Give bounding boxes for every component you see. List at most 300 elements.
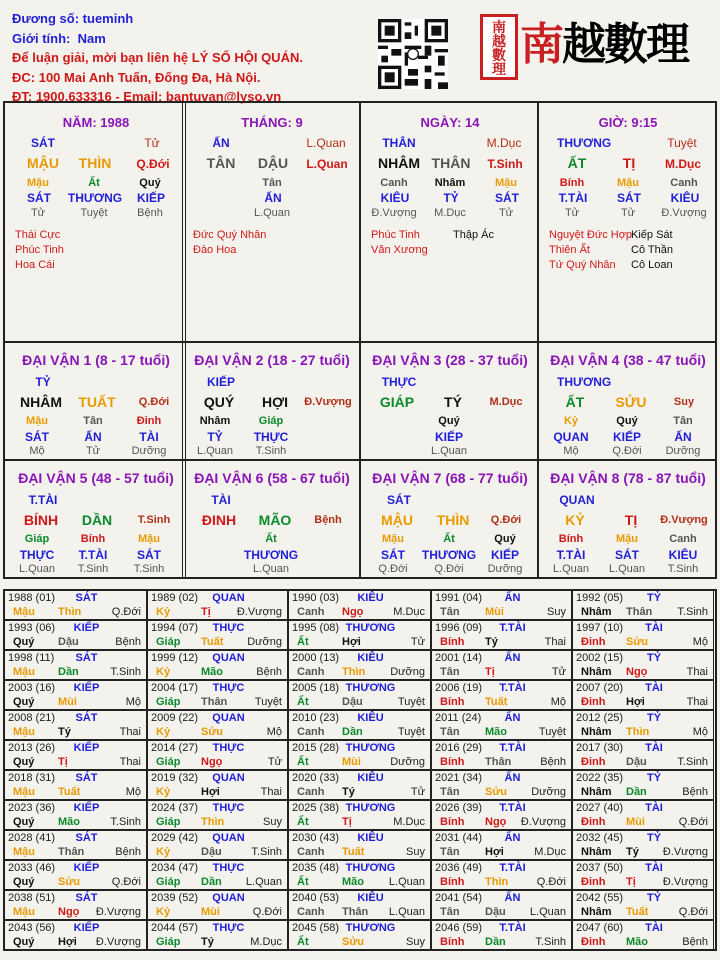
hidden-ten-god: THƯƠNG (67, 191, 123, 205)
year-label: 2011 (24) (435, 712, 482, 724)
ten-god-label: T.TÀI (28, 493, 58, 507)
year-label: 2016 (29) (435, 742, 483, 754)
year-branch: Tị (58, 756, 68, 768)
hidden-stage: T.Sinh (667, 563, 699, 575)
year-branch: Mão (485, 726, 507, 738)
year-stage: Tử (551, 666, 566, 678)
year-branch: Thân (201, 696, 228, 708)
year-stage: Mộ (692, 636, 708, 648)
ten-god-label: THƯƠNG (557, 136, 612, 150)
hidden-stage: Tử (620, 207, 636, 219)
year-label: 2005 (18) (292, 682, 340, 694)
hidden-stem: Tân (83, 415, 103, 427)
year-ten-god: THỰC (212, 622, 245, 634)
hidden-stage: L.Quan (253, 207, 291, 219)
year-stem: Kỷ (156, 906, 171, 918)
year-stage: Q.Đới (111, 876, 141, 888)
year-stage: Tuyệt (538, 726, 566, 738)
year-branch: Tị (342, 816, 352, 828)
earthly-branch: THÂN (431, 155, 471, 171)
year-stage: L.Quan (388, 906, 425, 918)
year-stem: Đinh (581, 756, 606, 768)
hidden-stage: L.Quan (18, 563, 56, 575)
luck-pillar-title: ĐẠI VẬN 4 (38 - 47 tuổi) (550, 352, 706, 368)
year-ten-god: TÀI (645, 682, 663, 694)
stem-stage: Q.Đới (136, 157, 170, 171)
year-ten-god: TÀI (645, 802, 663, 814)
hidden-stage: T.Sinh (77, 563, 109, 575)
heavenly-stem: MẬU (27, 155, 59, 171)
year-branch: Thân (342, 906, 369, 918)
year-ten-god: QUAN (212, 892, 245, 904)
address-line: ĐC: 100 Mai Anh Tuấn, Đống Đa, Hà Nội. (12, 69, 261, 85)
year-stem: Đinh (581, 696, 606, 708)
hidden-stage: Q.Đới (378, 563, 408, 575)
year-stage: Bệnh (115, 636, 141, 648)
growth-stage-label: M.Dục (486, 136, 522, 150)
earthly-branch: TUẤT (78, 394, 116, 410)
ten-god-label: SÁT (31, 136, 55, 150)
year-label: 2007 (20) (576, 682, 624, 694)
year-stage: Dưỡng (390, 666, 425, 678)
year-stem: Giáp (156, 756, 181, 768)
luck-pillar-title: ĐẠI VẬN 5 (48 - 57 tuổi) (18, 470, 174, 486)
hidden-stage: Dưỡng (665, 445, 701, 457)
year-ten-god: THƯƠNG (345, 742, 396, 754)
hidden-ten-god: ẤN (674, 430, 692, 444)
year-stem: Ất (297, 876, 309, 888)
year-branch: Mão (201, 666, 223, 678)
year-ten-god: THỰC (212, 862, 245, 874)
year-branch: Ngọ (485, 816, 507, 828)
year-label: 1996 (09) (435, 622, 483, 634)
year-stage: Mộ (692, 726, 708, 738)
year-stage: Mộ (125, 786, 141, 798)
hidden-ten-god: THỰC (253, 430, 289, 444)
year-label: 2020 (33) (292, 772, 340, 784)
year-label: 1992 (05) (576, 592, 624, 604)
year-stem: Kỷ (156, 726, 171, 738)
year-stage: Bệnh (682, 786, 708, 798)
growth-stage-label: L.Quan (306, 136, 346, 150)
year-stem: Nhâm (581, 786, 612, 798)
year-branch: Sửu (342, 936, 365, 948)
year-label: 2003 (16) (8, 682, 56, 694)
earthly-branch: DẦN (81, 512, 113, 528)
year-stem: Tân (440, 606, 460, 618)
hidden-ten-god: TÀI (139, 430, 159, 444)
year-stage: Đ.Vượng (662, 876, 708, 888)
year-branch: Thìn (58, 606, 82, 618)
star-name: Thiên Ất (549, 244, 590, 256)
year-stage: Mộ (550, 696, 566, 708)
year-stem: Canh (297, 846, 325, 858)
growth-stage-label: Tử (144, 136, 160, 150)
hidden-ten-god: SÁT (137, 548, 161, 562)
hidden-stem: Mậu (27, 177, 49, 189)
year-branch: Ngọ (626, 666, 648, 678)
hidden-stage: L.Quan (552, 563, 590, 575)
year-stem: Nhâm (581, 606, 612, 618)
year-branch: Mùi (342, 756, 361, 768)
year-stem: Ất (297, 756, 309, 768)
year-label: 2035 (48) (292, 862, 340, 874)
hidden-ten-god: KIÊU (670, 191, 700, 205)
hidden-ten-god: SÁT (615, 548, 639, 562)
hidden-ten-god: SÁT (27, 191, 51, 205)
year-ten-god: THƯƠNG (345, 622, 396, 634)
heavenly-stem: KỶ (565, 512, 585, 528)
year-stage: Đ.Vượng (520, 816, 566, 828)
year-ten-god: KIÊU (357, 832, 384, 844)
hidden-stem: Ất (88, 177, 100, 189)
year-label: 2012 (25) (576, 712, 624, 724)
year-branch: Mùi (201, 906, 220, 918)
year-stage: Suy (263, 816, 282, 828)
ten-god-label: TỶ (35, 375, 51, 389)
year-stage: Dưỡng (247, 636, 282, 648)
growth-stage-label: Tuyệt (667, 136, 697, 150)
contact-line: Để luận giải, mời bạn liên hệ LÝ SỐ HỘI QUÁN. (12, 50, 303, 65)
year-label: 2014 (27) (151, 742, 199, 754)
year-label: 2033 (46) (8, 862, 56, 874)
year-branch: Dần (342, 726, 363, 738)
year-stage: Suy (406, 936, 425, 948)
year-stage: Q.Đới (678, 816, 708, 828)
stem-stage: T.Sinh (487, 157, 523, 171)
year-branch: Mùi (626, 816, 645, 828)
year-ten-god: ẤN (504, 712, 521, 724)
seal-stamp: 南 越 數 理 (480, 14, 518, 80)
star-name: Nguyệt Đức Hợp (549, 229, 633, 241)
year-label: 2047 (60) (576, 922, 624, 934)
year-ten-god: ẤN (504, 772, 521, 784)
year-branch: Tý (342, 786, 355, 798)
hidden-stem: Tân (673, 415, 693, 427)
year-label: 1988 (01) (8, 592, 56, 604)
year-branch: Hợi (342, 636, 361, 648)
year-branch: Ngọ (58, 906, 80, 918)
earthly-branch: HỢI (262, 394, 288, 410)
hidden-stage: Mộ (29, 445, 45, 457)
year-stem: Bính (440, 936, 465, 948)
hidden-ten-god: THƯƠNG (421, 548, 477, 562)
star-name: Tứ Quý Nhân (549, 259, 616, 271)
hidden-stage: Đ.Vượng (661, 207, 707, 219)
pillar-title: NGÀY: 14 (420, 115, 480, 130)
hidden-ten-god: SÁT (495, 191, 519, 205)
year-stem: Canh (297, 786, 325, 798)
year-stage: Thai (686, 666, 708, 678)
year-label: 1997 (10) (576, 622, 624, 634)
hidden-ten-god: KIẾP (136, 191, 165, 205)
year-stage: M.Dục (250, 936, 282, 948)
year-ten-god: THỰC (212, 802, 245, 814)
luck-pillar-title: ĐẠI VẬN 3 (28 - 37 tuổi) (372, 352, 528, 368)
year-stage: Tử (410, 636, 425, 648)
year-stem: Giáp (156, 816, 181, 828)
year-stage: Dưỡng (531, 786, 566, 798)
year-stage: M.Dục (534, 846, 566, 858)
year-stem: Nhâm (581, 726, 612, 738)
year-branch: Ngọ (342, 606, 364, 618)
hidden-stage: T.Sinh (133, 563, 165, 575)
star-name: Hoa Cái (15, 259, 55, 271)
year-branch: Tuất (626, 906, 649, 918)
year-stem: Bính (440, 756, 465, 768)
star-name: Phúc Tinh (15, 244, 64, 256)
year-stage: Q.Đới (536, 876, 566, 888)
earthly-branch: THÌN (436, 512, 470, 528)
earthly-branch: DẬU (257, 155, 289, 171)
year-label: 2023 (36) (8, 802, 56, 814)
hidden-ten-god: THỰC (19, 548, 55, 562)
hidden-stem: Mậu (26, 415, 48, 427)
year-branch: Tị (201, 606, 211, 618)
year-stage: Suy (406, 846, 425, 858)
year-ten-god: SÁT (75, 892, 98, 904)
year-ten-god: TÀI (645, 622, 663, 634)
year-ten-god: TỶ (646, 772, 662, 784)
heavenly-stem: MẬU (381, 512, 413, 528)
year-label: 2026 (39) (435, 802, 483, 814)
stem-stage: M.Dục (489, 396, 523, 408)
hidden-ten-god: T.TÀI (78, 548, 108, 562)
hidden-ten-god: ẤN (84, 430, 102, 444)
year-stage: Đ.Vượng (662, 846, 708, 858)
year-ten-god: T.TÀI (499, 922, 526, 934)
year-ten-god: QUAN (212, 592, 245, 604)
year-ten-god: KIẾP (73, 622, 100, 634)
hidden-stem: Mậu (138, 533, 160, 545)
year-stem: Giáp (156, 636, 181, 648)
year-label: 1993 (06) (8, 622, 56, 634)
year-branch: Sửu (58, 876, 81, 888)
year-stage: Bệnh (115, 846, 141, 858)
stem-stage: M.Dục (665, 157, 701, 171)
hidden-ten-god: KIÊU (380, 191, 410, 205)
earthly-branch: TỊ (624, 512, 638, 528)
year-stage: Thai (119, 726, 141, 738)
hidden-stem: Bính (80, 533, 106, 545)
year-branch: Mão (626, 936, 648, 948)
brand-logo: 南越數理 (520, 19, 688, 70)
year-label: 1998 (11) (8, 652, 55, 664)
hidden-ten-god: KIẾP (434, 430, 463, 444)
year-stem: Giáp (156, 936, 181, 948)
year-ten-god: TỶ (646, 652, 662, 664)
year-ten-god: QUAN (212, 772, 245, 784)
year-branch: Tị (485, 666, 495, 678)
year-stem: Bính (440, 816, 465, 828)
year-ten-god: ẤN (504, 832, 521, 844)
year-ten-god: SÁT (75, 772, 98, 784)
year-stem: Mậu (13, 786, 35, 798)
year-ten-god: THỰC (212, 922, 245, 934)
year-stage: M.Dục (393, 606, 425, 618)
ten-god-label: THƯƠNG (557, 375, 612, 389)
star-name-right: Cô Loan (631, 259, 673, 271)
hidden-ten-god: KIÊU (668, 548, 698, 562)
year-stage: L.Quan (529, 906, 566, 918)
hidden-stem: Quý (616, 415, 638, 427)
phone-email-line: ĐT: 1900.633316 - Email: bantuvan@lyso.vn (12, 89, 282, 104)
star-name: Đào Hoa (193, 244, 237, 256)
year-ten-god: QUAN (212, 712, 245, 724)
year-label: 1989 (02) (151, 592, 199, 604)
star-name: Phúc Tinh (371, 229, 420, 241)
year-ten-god: TỶ (646, 892, 662, 904)
year-branch: Thân (626, 606, 653, 618)
hidden-stage: Tử (30, 207, 46, 219)
year-branch: Thìn (485, 876, 509, 888)
luck-pillar-title: ĐẠI VẬN 1 (8 - 17 tuổi) (22, 352, 170, 368)
year-stage: Bệnh (682, 936, 708, 948)
hidden-stem: Tân (262, 177, 282, 189)
year-label: 2008 (21) (8, 712, 56, 724)
year-stage: Thai (260, 786, 282, 798)
year-label: 2029 (42) (151, 832, 199, 844)
ten-god-label: TÀI (211, 493, 231, 507)
year-stem: Quý (13, 756, 35, 768)
year-branch: Dần (485, 936, 506, 948)
year-stem: Giáp (156, 696, 181, 708)
earthly-branch: SỬU (615, 394, 647, 410)
year-ten-god: KIÊU (357, 712, 384, 724)
year-label: 2032 (45) (576, 832, 624, 844)
hidden-ten-god: TỶ (443, 191, 459, 205)
stem-stage: Đ.Vượng (660, 514, 708, 526)
hidden-stage: Q.Đới (434, 563, 464, 575)
luck-pillar-title: ĐẠI VẬN 2 (18 - 27 tuổi) (194, 352, 350, 368)
ten-god-label: THÂN (382, 136, 416, 150)
year-ten-god: THỰC (212, 742, 245, 754)
year-ten-god: KIẾP (73, 922, 100, 934)
hidden-stem: Kỷ (563, 415, 579, 427)
hidden-stage: L.Quan (608, 563, 646, 575)
ten-god-label: KIẾP (206, 375, 235, 389)
hidden-stage: M.Dục (434, 207, 466, 219)
hidden-stem: Nhâm (434, 177, 466, 189)
heavenly-stem: NHÂM (378, 155, 420, 171)
year-stem: Đinh (581, 876, 606, 888)
hidden-stem: Canh (670, 177, 698, 189)
year-label: 2009 (22) (151, 712, 199, 724)
hidden-stage: Tuyệt (80, 207, 108, 219)
hidden-stem: Mậu (382, 533, 404, 545)
year-label: 2040 (53) (292, 892, 340, 904)
year-stem: Mậu (13, 606, 35, 618)
year-stage: Q.Đới (678, 906, 708, 918)
year-branch: Mão (342, 876, 364, 888)
year-branch: Dậu (626, 756, 647, 768)
hidden-stage: L.Quan (196, 445, 234, 457)
year-stem: Canh (297, 606, 325, 618)
star-name-right: Kiếp Sát (631, 229, 673, 241)
year-branch: Hợi (58, 936, 77, 948)
year-ten-god: ẤN (504, 892, 521, 904)
year-stem: Quý (13, 816, 35, 828)
qr-code-icon (378, 18, 448, 90)
star-name: Đức Quý Nhân (193, 229, 267, 241)
year-stage: Q.Đới (111, 606, 141, 618)
hidden-stem: Đinh (136, 415, 162, 427)
year-ten-god: T.TÀI (499, 682, 526, 694)
year-ten-god: TỶ (646, 592, 662, 604)
hidden-stage: L.Quan (252, 563, 290, 575)
year-branch: Tuất (201, 636, 224, 648)
hidden-stage: Tử (498, 207, 514, 219)
year-branch: Sửu (201, 726, 224, 738)
heavenly-stem: GIÁP (379, 394, 415, 410)
year-ten-god: QUAN (212, 832, 245, 844)
hidden-ten-god: KIẾP (490, 548, 519, 562)
hidden-ten-god: SÁT (25, 430, 49, 444)
year-stem: Canh (297, 666, 325, 678)
year-stem: Tân (440, 906, 460, 918)
year-ten-god: TỶ (646, 712, 662, 724)
year-label: 1994 (07) (151, 622, 199, 634)
year-stem: Giáp (156, 876, 181, 888)
year-stem: Nhâm (581, 846, 612, 858)
hidden-ten-god: SÁT (617, 191, 641, 205)
heavenly-stem: ẤT (567, 155, 587, 171)
year-branch: Hợi (626, 696, 645, 708)
year-ten-god: T.TÀI (499, 622, 526, 634)
year-branch: Dậu (58, 636, 79, 648)
year-ten-god: TÀI (645, 922, 663, 934)
year-ten-god: KIÊU (357, 592, 384, 604)
year-label: 2010 (23) (292, 712, 340, 724)
pillar-title: GIỜ: 9:15 (598, 115, 658, 130)
year-stage: M.Dục (393, 816, 425, 828)
year-label: 2038 (51) (8, 892, 56, 904)
header-info (12, 9, 303, 107)
year-label: 2006 (19) (435, 682, 483, 694)
year-branch: Tý (201, 936, 214, 948)
year-stage: Bệnh (256, 666, 282, 678)
year-stem: Kỷ (156, 606, 171, 618)
year-stem: Bính (440, 876, 465, 888)
star-name: Văn Xương (371, 244, 428, 256)
stem-stage: Suy (673, 396, 695, 408)
hidden-ten-god: QUAN (553, 430, 589, 444)
year-label: 2046 (59) (435, 922, 483, 934)
main-chart-border (3, 101, 717, 579)
ten-god-label: QUAN (559, 493, 595, 507)
year-label: 2022 (35) (576, 772, 624, 784)
earthly-branch: THÌN (78, 155, 112, 171)
year-branch: Tý (626, 846, 639, 858)
hidden-ten-god: THƯƠNG (243, 548, 299, 562)
ten-god-label: ẤN (212, 136, 230, 150)
year-branch: Thân (58, 846, 85, 858)
year-stem: Mậu (13, 666, 35, 678)
pillar-title: THÁNG: 9 (241, 115, 303, 130)
star-name: Thái Cực (15, 229, 61, 241)
hidden-ten-god: KIẾP (612, 430, 641, 444)
hidden-stem: Mậu (495, 177, 517, 189)
year-label: 2042 (55) (576, 892, 624, 904)
year-ten-god: SÁT (75, 592, 98, 604)
year-ten-god: SÁT (75, 652, 98, 664)
year-stem: Mậu (13, 906, 35, 918)
year-stem: Tân (440, 666, 460, 678)
year-stem: Đinh (581, 936, 606, 948)
year-label: 2015 (28) (292, 742, 340, 754)
year-ten-god: KIÊU (357, 652, 384, 664)
heavenly-stem: BÍNH (23, 512, 59, 528)
